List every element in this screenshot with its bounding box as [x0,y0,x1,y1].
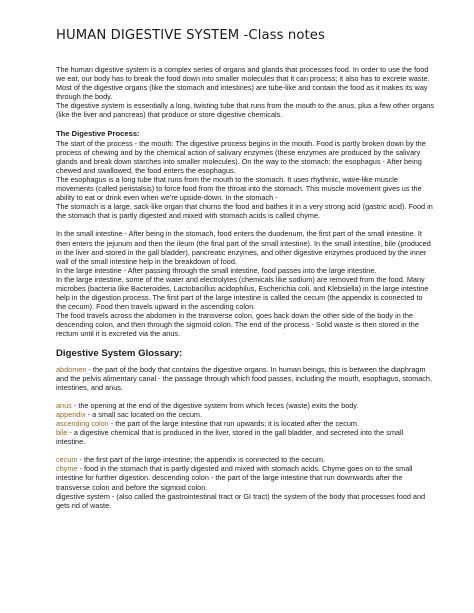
intro-paragraph-2: The digestive system is essentially a long, twisting tube that runs from the mouth to the anus, plus a few other organs (like the liver and pancreas) that produce or store digestive chemicals. [56,101,435,120]
intro-paragraph-1: The human digestive system is a complex series of organs and glands that processes food. In order to use the food we eat, our body has to break the food down into smaller molecules that it can process; it also has to excrete waste. Most of the digestive organs (like the stomach and intestines) are tube-like and contain the food as it makes its way through the body. [56,65,430,102]
intestine-paragraph-2: In the large intestine - After passing through the small intestine, food passes into the large intestine. [56,265,377,275]
intestine-paragraph-1: In the small intestine - After being in the stomach, food enters the duodenum, the first part of the small intestine. It then enters the jejunum and then the ileum (the final part of the small intestine). In the small intestine, bile (produced in the liver and stored in the gall bladder), pancreatic enzymes, and other digestive enzymes produced by the inner wall of the small intestine help in the breakdown of food. [56,229,431,266]
glossary-entry-abdomen [56,365,434,392]
glossary-definition: - a small sac located on the cecum. [85,409,203,419]
glossary-term: cecum [56,455,78,465]
process-heading: The Digestive Process: [56,128,140,138]
intestine-paragraph-4: The food travels across the abdomen in the transverse colon, goes back down the other side of the body in the descending colon, and then through the sigmoid colon. The end of the process - Solid waste is then stored in the rectum until it is excreted via the anus. [56,311,419,339]
glossary-term: abdomen [56,364,87,374]
glossary-term: appendix [56,409,86,419]
glossary-heading: Digestive System Glossary: [56,347,183,359]
glossary-definition: - food in the stomach that is partly digested and mixed with stomach acids. Chyme goes on to the small intestine for further digestion. descending colon - the part of the large intestine that run downwards after the transverse colon and before the sigmoid colon. [56,464,413,492]
glossary-entry-digestive-system [56,492,434,510]
glossary-entry-chyme [56,464,434,491]
glossary-definition: digestive system - (also called the gastrointestinal tract or GI tract) the system of the body that processes food and gets rid of waste. [56,491,426,510]
glossary-entry-ascending-colon [56,419,434,428]
glossary-term: chyme [56,464,78,474]
glossary-definition: - a digestive chemical that is produced in the liver, stored in the gall bladder, and secreted into the small intestine. [56,428,404,447]
glossary-entry-anus [56,401,434,410]
process-paragraph-2: The esophagus is a long tube that runs from the mouth to the stomach. It uses rhythmic, wave-like muscle movements (called peristalsis) to force food from the throat into the stomach. This muscle movement gives us the ability to eat or drink even when we're upside-down. In the stomach - [56,174,422,203]
glossary-definition: - the first part of the large intestine; the appendix is connected to the cecum. [77,455,325,465]
glossary-entry-bile [56,428,434,446]
process-paragraph-1: The start of the process - the mouth: The digestive process begins in the mouth. Food is partly broken down by the process of chewing and by the chemical action of salivary enzymes (these enzymes are produced by the salivary glands and break down starches into smaller molecules). On the way to the stomach: the esophagus - After being chewed and swallowed, the food enters the esophagus. [56,138,426,175]
glossary-entry-cecum [56,455,434,464]
glossary-definition: - the part of the body that contains the digestive organs. In human beings, this is between the diaphragm and the pelvis alimentary canal - the passage through which food passes, including the mouth, esophagus, stomach, intestines, and anus. [56,364,433,392]
glossary-term: ascending colon [56,419,109,428]
glossary-term: bile [56,428,68,438]
glossary-definition: - the part of the large intestine that run upwards; it is located after the cecum. [108,419,360,428]
glossary-definition: - the opening at the end of the digestive system from which feces (waste) exits the body. [71,400,359,410]
glossary-term: anus [56,400,72,410]
page-title: HUMAN DIGESTIVE SYSTEM -Class notes [56,28,325,43]
process-paragraph-3: The stomach is a large, sack-like organ that churns the food and bathes it in a very strong acid (gastric acid). Food in the stomach that is partly digested and mixed with stomach acids is called chyme. [56,202,433,221]
glossary-entry-appendix [56,410,434,419]
intestine-paragraph-3: In the large intestine, some of the water and electrolytes (chemicals like sodium) are removed from the food. Many microbes (bacteria like Bacteroides, Lactobacillus acidophilus, Escherichia coli, and Klebsiella) in the large intestine help in the digestion process. The first part of the large intestine is called the cecum (the appendix is connected to the cecum). Food then travels upward in the ascending colon. [56,274,429,312]
